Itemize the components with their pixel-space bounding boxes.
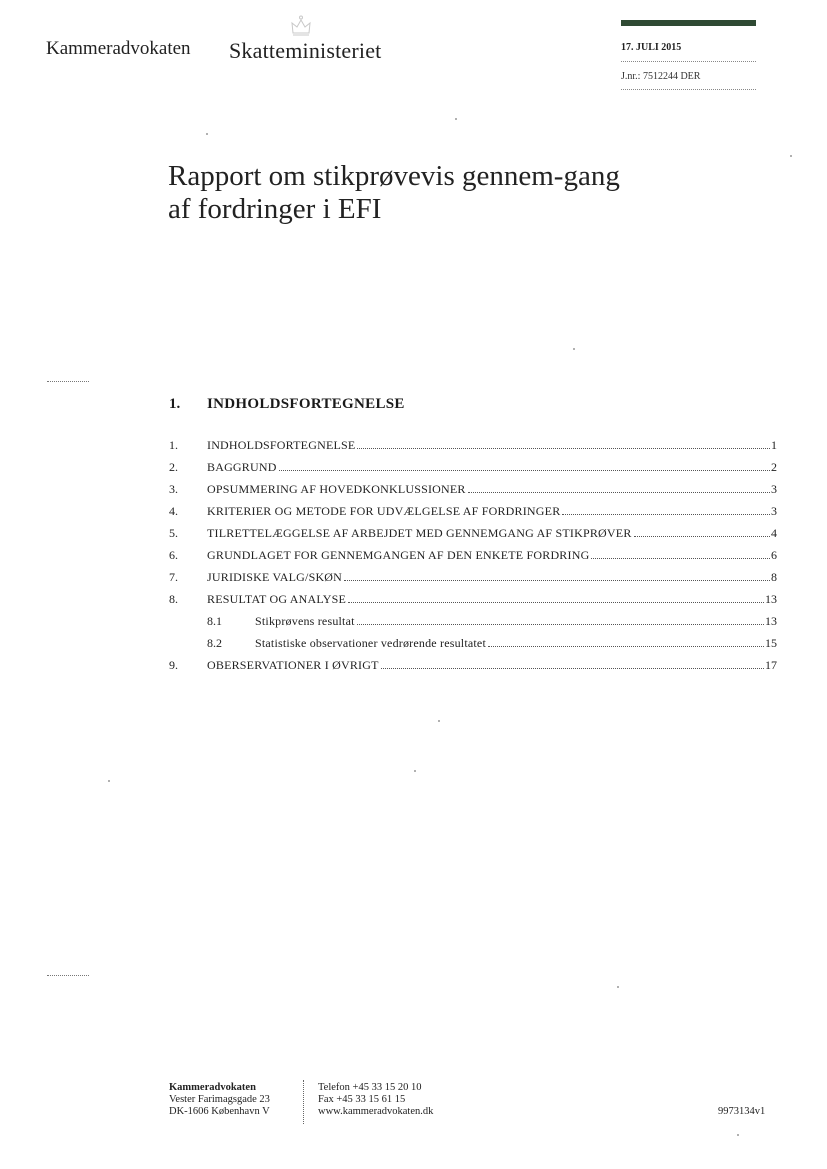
toc-entry-page: 13 (765, 592, 777, 606)
scan-speck (438, 720, 440, 722)
toc-entry-number: 8. (169, 592, 178, 606)
scan-speck (206, 133, 208, 135)
scan-speck (617, 986, 619, 988)
toc-dot-leader (357, 448, 770, 449)
toc-entry-page: 4 (771, 526, 777, 540)
toc-entry-label: KRITERIER OG METODE FOR UDVÆLGELSE AF FORDRINGER (207, 504, 561, 518)
scan-speck (790, 155, 792, 157)
toc-entry-label: RESULTAT OG ANALYSE (207, 592, 346, 606)
scan-speck (108, 780, 110, 782)
toc-dot-leader (381, 668, 764, 669)
toc-entry-page: 2 (771, 460, 777, 474)
footer-name: Kammeradvokaten (169, 1082, 256, 1093)
toc-entry-number: 5. (169, 526, 178, 540)
toc-entry-label: BAGGRUND (207, 460, 277, 474)
footer-divider (303, 1080, 304, 1124)
toc-entry-label: OPSUMMERING AF HOVEDKONKLUSSIONER (207, 482, 466, 496)
header-divider (621, 61, 756, 62)
section-heading: INDHOLDSFORTEGNELSE (207, 396, 405, 412)
toc-entry-page: 8 (771, 570, 777, 584)
document-date: 17. JULI 2015 (621, 42, 682, 53)
toc-entry-number: 7. (169, 570, 178, 584)
toc-entry-page: 13 (765, 614, 777, 628)
footer-address (169, 1082, 270, 1118)
margin-tick (47, 975, 89, 976)
toc-entry-page: 15 (765, 636, 777, 650)
footer-website-link[interactable]: www.kammeradvokaten.dk (318, 1106, 434, 1117)
crown-logo-icon (289, 14, 313, 38)
toc-entry-number: 8.1 (207, 614, 222, 628)
toc-entry[interactable] (169, 526, 777, 548)
scan-speck (737, 1134, 739, 1136)
toc-entry[interactable] (169, 548, 777, 570)
toc-entry-number: 4. (169, 504, 178, 518)
toc-dot-leader (591, 558, 770, 559)
toc-entry-number: 9. (169, 658, 178, 672)
toc-entry[interactable] (169, 460, 777, 482)
toc-entry-page: 1 (771, 438, 777, 452)
footer-fax: Fax +45 33 15 61 15 (318, 1094, 406, 1105)
toc-dot-leader (488, 646, 764, 647)
toc-entry-label: TILRETTELÆGGELSE AF ARBEJDET MED GENNEMGANG AF STIKPRØVER (207, 526, 632, 540)
scan-speck (573, 348, 575, 350)
toc-entry[interactable] (169, 636, 777, 658)
toc-entry-label: Stikprøvens resultat (255, 614, 355, 628)
toc-entry[interactable] (169, 438, 777, 460)
toc-entry-number: 1. (169, 438, 178, 452)
toc-entry-number: 6. (169, 548, 178, 562)
footer-contact (318, 1082, 433, 1118)
brand-kammeradvokaten: Kammeradvokaten (46, 38, 191, 59)
toc-entry-label: INDHOLDSFORTEGNELSE (207, 438, 356, 452)
toc-entry-page: 3 (771, 482, 777, 496)
toc-entry-number: 2. (169, 460, 178, 474)
toc-dot-leader (348, 602, 764, 603)
report-title: Rapport om stikprøvevis gennem-gang af fordringer i EFI (168, 160, 620, 225)
header-divider (621, 89, 756, 90)
toc-entry-number: 8.2 (207, 636, 222, 650)
margin-tick (47, 381, 89, 382)
toc-entry-label: JURIDISKE VALG/SKØN (207, 570, 343, 584)
header-accent-bar (621, 20, 756, 26)
toc-entry-label: GRUNDLAGET FOR GENNEMGANGEN AF DEN ENKETE FORDRING (207, 548, 590, 562)
document-id: 9973134v1 (718, 1106, 766, 1117)
toc-entry-label: OBERSERVATIONER I ØVRIGT (207, 658, 379, 672)
toc-entry[interactable] (169, 504, 777, 526)
journal-number: J.nr.: 7512244 DER (621, 71, 701, 82)
toc-dot-leader (634, 536, 770, 537)
toc-entry[interactable] (169, 614, 777, 636)
toc-entry[interactable] (169, 592, 777, 614)
toc-dot-leader (357, 624, 764, 625)
toc-dot-leader (279, 470, 770, 471)
toc-entry-label: Statistiske observationer vedrørende resultatet (255, 636, 486, 650)
toc-entry-page: 6 (771, 548, 777, 562)
scan-speck (455, 118, 457, 120)
brand-skatteministeriet: Skatteministeriet (229, 38, 382, 63)
toc-entry[interactable] (169, 482, 777, 504)
scan-speck (414, 770, 416, 772)
footer-city: DK-1606 København V (169, 1106, 270, 1117)
footer-phone: Telefon +45 33 15 20 10 (318, 1082, 422, 1093)
toc-entry[interactable] (169, 658, 777, 680)
toc-entry-number: 3. (169, 482, 178, 496)
footer-street: Vester Farimagsgade 23 (169, 1094, 270, 1105)
toc-dot-leader (468, 492, 770, 493)
section-number: 1. (169, 396, 181, 412)
toc-dot-leader (344, 580, 770, 581)
toc-entry-page: 3 (771, 504, 777, 518)
table-of-contents (169, 438, 777, 680)
toc-entry-page: 17 (765, 658, 777, 672)
toc-entry[interactable] (169, 570, 777, 592)
toc-dot-leader (562, 514, 770, 515)
